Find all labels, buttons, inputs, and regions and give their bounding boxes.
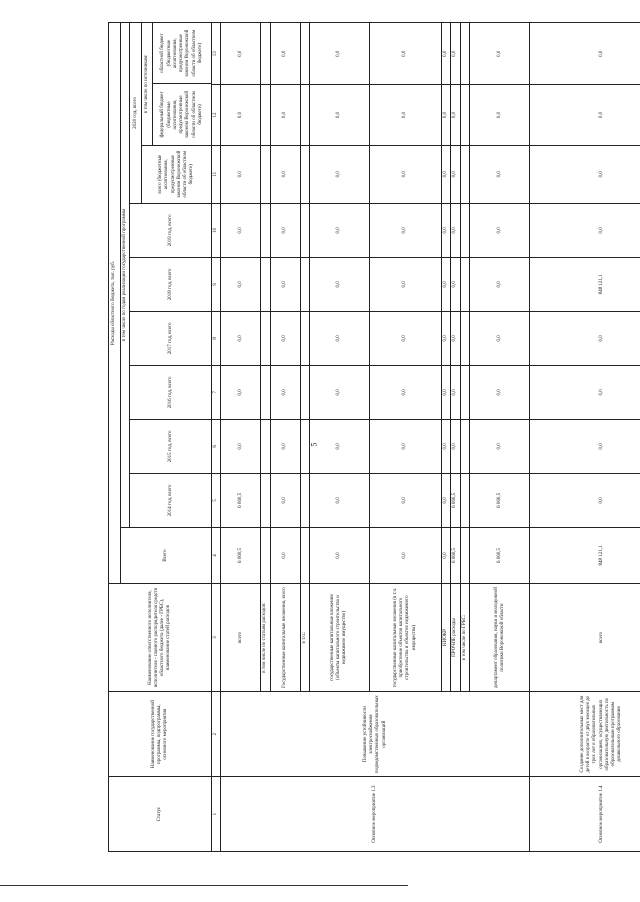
col-num-8: 8 bbox=[212, 311, 221, 365]
value-cell: 0,0 bbox=[369, 311, 441, 365]
value-cell: 0,0 bbox=[270, 85, 300, 145]
value-cell bbox=[461, 203, 470, 257]
value-cell bbox=[461, 527, 470, 583]
value-cell bbox=[300, 257, 309, 311]
col-num-12: 12 bbox=[212, 85, 221, 145]
col-num-2: 2 bbox=[212, 692, 221, 777]
header-2018: 2018 год, всего bbox=[130, 257, 212, 311]
section-2 bbox=[530, 23, 640, 852]
header-total: Всего bbox=[121, 527, 212, 583]
value-cell: 0,0 bbox=[221, 257, 261, 311]
value-cell: 0,0 bbox=[369, 23, 441, 85]
col-num-6: 6 bbox=[212, 419, 221, 473]
value-cell: 0,0 bbox=[451, 419, 461, 473]
table-row bbox=[221, 23, 261, 852]
value-cell: 6 060,5 bbox=[221, 527, 261, 583]
col-num-10: 10 bbox=[212, 203, 221, 257]
value-cell: 0,0 bbox=[309, 311, 369, 365]
value-cell: 0,0 bbox=[530, 365, 640, 419]
value-cell: 0,0 bbox=[470, 145, 530, 203]
value-cell: 0,0 bbox=[221, 203, 261, 257]
value-cell: 6 060,5 bbox=[451, 473, 461, 527]
value-cell bbox=[461, 365, 470, 419]
status-cell: Основное мероприятие 1.4 bbox=[530, 777, 640, 852]
value-cell: 0,0 bbox=[451, 23, 461, 85]
header-including-by-source: в том числе по источникам: bbox=[142, 23, 153, 145]
value-cell: 0,0 bbox=[451, 257, 461, 311]
value-cell bbox=[261, 365, 270, 419]
value-cell: 0,0 bbox=[470, 419, 530, 473]
value-cell bbox=[461, 473, 470, 527]
value-cell bbox=[261, 527, 270, 583]
header-program-name: Наименование государственной программы, подпрограммы, основного мероприятия bbox=[109, 692, 212, 777]
value-cell: 0,0 bbox=[270, 419, 300, 473]
value-cell: 848 121,1 bbox=[530, 527, 640, 583]
value-cell bbox=[261, 311, 270, 365]
col-num-9: 9 bbox=[212, 257, 221, 311]
expense-label-cell: Государственные капитальные вложения, всего bbox=[270, 584, 300, 692]
value-cell bbox=[300, 365, 309, 419]
value-cell bbox=[261, 23, 270, 85]
header-2020: 2020 год, всего bbox=[130, 23, 142, 204]
value-cell bbox=[300, 145, 309, 203]
value-cell: 0,0 bbox=[470, 203, 530, 257]
col-num-1: 1 bbox=[212, 777, 221, 852]
value-cell: 0,0 bbox=[530, 203, 640, 257]
expenses-table bbox=[108, 22, 640, 852]
header-2019: 2019 год, всего bbox=[130, 203, 212, 257]
expense-label-cell: всего bbox=[530, 584, 640, 692]
value-cell bbox=[300, 203, 309, 257]
value-cell: 0,0 bbox=[309, 85, 369, 145]
value-cell bbox=[261, 85, 270, 145]
value-cell bbox=[261, 257, 270, 311]
col-num-11: 11 bbox=[212, 145, 221, 203]
value-cell: 0,0 bbox=[369, 365, 441, 419]
value-cell: 0,0 bbox=[441, 145, 450, 203]
value-cell bbox=[300, 527, 309, 583]
value-cell: 0,0 bbox=[470, 257, 530, 311]
value-cell: 0,0 bbox=[309, 203, 369, 257]
value-cell: 0,0 bbox=[270, 23, 300, 85]
value-cell: 6 060,5 bbox=[470, 527, 530, 583]
value-cell: 0,0 bbox=[441, 473, 450, 527]
value-cell: 0,0 bbox=[451, 85, 461, 145]
header-status: Статус bbox=[109, 777, 212, 852]
value-cell bbox=[261, 203, 270, 257]
value-cell bbox=[261, 419, 270, 473]
value-cell: 6 060,5 bbox=[451, 527, 461, 583]
value-cell: 0,0 bbox=[369, 257, 441, 311]
value-cell: 6 060,5 bbox=[470, 473, 530, 527]
value-cell: 0,0 bbox=[221, 85, 261, 145]
value-cell: 848 121,1 bbox=[530, 257, 640, 311]
value-cell bbox=[300, 473, 309, 527]
value-cell: 0,0 bbox=[369, 527, 441, 583]
value-cell: 0,0 bbox=[369, 203, 441, 257]
value-cell: 0,0 bbox=[451, 365, 461, 419]
footer-line bbox=[0, 885, 408, 886]
value-cell: 0,0 bbox=[309, 365, 369, 419]
expense-label-cell: государственные капитальные вложения (объекты капитального строительства и недвижимое имущество) bbox=[309, 584, 369, 692]
value-cell: 0,0 bbox=[441, 527, 450, 583]
column-numbers-row bbox=[212, 23, 221, 852]
value-cell: 0,0 bbox=[530, 473, 640, 527]
header-2014: 2014 год, всего bbox=[130, 473, 212, 527]
header-expenses-title: Расходы областного бюджета, тыс. руб. bbox=[109, 23, 121, 584]
header-2017: 2017 год, всего bbox=[130, 311, 212, 365]
value-cell: 0,0 bbox=[530, 145, 640, 203]
value-cell bbox=[300, 419, 309, 473]
value-cell: 0,0 bbox=[221, 365, 261, 419]
expense-label-cell: всего bbox=[221, 584, 261, 692]
value-cell: 0,0 bbox=[470, 85, 530, 145]
value-cell bbox=[300, 85, 309, 145]
section-1 bbox=[221, 23, 530, 852]
expense-label-cell: департамент образования, науки и молодежной политики Воронежской области bbox=[470, 584, 530, 692]
value-cell: 0,0 bbox=[369, 145, 441, 203]
col-num-3: 3 bbox=[212, 584, 221, 692]
value-cell: 0,0 bbox=[441, 311, 450, 365]
rotated-table-container bbox=[108, 22, 638, 852]
header-2015: 2015 год, всего bbox=[130, 419, 212, 473]
value-cell: 0,0 bbox=[309, 257, 369, 311]
value-cell: 0,0 bbox=[470, 365, 530, 419]
value-cell: 0,0 bbox=[309, 23, 369, 85]
value-cell: 0,0 bbox=[270, 257, 300, 311]
value-cell bbox=[461, 257, 470, 311]
expense-label-cell: НИОКР bbox=[441, 584, 450, 692]
program-name-cell: Создание дополнительных мест для детей в возрасте от двух месяцев до трех лет в образовательных организациях, осуществляющих образовательную деятельность по образовательным программам дошкольного образования bbox=[530, 692, 640, 777]
value-cell bbox=[261, 145, 270, 203]
value-cell: 0,0 bbox=[441, 419, 450, 473]
value-cell: 0,0 bbox=[270, 365, 300, 419]
value-cell: 0,0 bbox=[441, 365, 450, 419]
col-num-4: 4 bbox=[212, 527, 221, 583]
value-cell bbox=[461, 85, 470, 145]
value-cell bbox=[261, 473, 270, 527]
header-src-all: всего (бюджетные ассигнования, предусмотренные законом Воронежской области об областном бюджете) bbox=[142, 145, 212, 203]
value-cell: 6 060,5 bbox=[221, 473, 261, 527]
value-cell: 0,0 bbox=[309, 145, 369, 203]
value-cell: 0,0 bbox=[530, 311, 640, 365]
value-cell: 0,0 bbox=[369, 85, 441, 145]
value-cell: 0,0 bbox=[530, 23, 640, 85]
value-cell: 0,0 bbox=[221, 23, 261, 85]
value-cell: 0,0 bbox=[441, 257, 450, 311]
value-cell: 0,0 bbox=[270, 145, 300, 203]
program-name-cell: Повышение устойчивости электроснабжения подведомственных образовательных организаций bbox=[221, 692, 530, 777]
value-cell: 0,0 bbox=[451, 203, 461, 257]
value-cell bbox=[461, 23, 470, 85]
expense-label-cell: в том числе по ГРБС: bbox=[461, 584, 470, 692]
value-cell: 0,0 bbox=[369, 473, 441, 527]
col-num-13: 13 bbox=[212, 23, 221, 85]
value-cell: 0,0 bbox=[470, 311, 530, 365]
value-cell bbox=[461, 311, 470, 365]
value-cell: 0,0 bbox=[221, 145, 261, 203]
expense-label-cell: государственные капитальные вложения (в т.ч. приобретение объектов капитального строительства и объектов недвижимого имущества) bbox=[369, 584, 441, 692]
value-cell: 0,0 bbox=[451, 311, 461, 365]
value-cell: 0,0 bbox=[470, 23, 530, 85]
value-cell: 0,0 bbox=[451, 145, 461, 203]
header-src-federal: федеральный бюджет (бюджетные ассигнования, предусмотренные законом Воронежской области об областном бюджете) bbox=[153, 84, 212, 145]
value-cell bbox=[461, 419, 470, 473]
table-row bbox=[530, 23, 640, 852]
value-cell bbox=[461, 145, 470, 203]
value-cell: 0,0 bbox=[309, 419, 369, 473]
expense-label-cell: в том числе по статьям расходов: bbox=[261, 584, 270, 692]
col-num-7: 7 bbox=[212, 365, 221, 419]
value-cell: 0,0 bbox=[270, 311, 300, 365]
col-num-5: 5 bbox=[212, 473, 221, 527]
header-by-years: в том числе по годам реализации государственной программы bbox=[121, 23, 130, 528]
expense-label-cell: в т.ч.: bbox=[300, 584, 309, 692]
value-cell: 0,0 bbox=[270, 527, 300, 583]
value-cell: 0,0 bbox=[270, 473, 300, 527]
status-cell: Основное мероприятие 1.3 bbox=[221, 777, 530, 852]
value-cell: 0,0 bbox=[530, 85, 640, 145]
value-cell: 0,0 bbox=[530, 419, 640, 473]
value-cell: 0,0 bbox=[441, 23, 450, 85]
header-2016: 2016 год, всего bbox=[130, 365, 212, 419]
value-cell bbox=[300, 23, 309, 85]
header-executor: Наименование ответственного исполнителя, исполнителя - главного распорядителя средств областного бюджета (далее - ГРБС), наименование статей расходов bbox=[109, 584, 212, 692]
value-cell: 0,0 bbox=[309, 473, 369, 527]
value-cell: 0,0 bbox=[221, 311, 261, 365]
value-cell bbox=[300, 311, 309, 365]
value-cell: 0,0 bbox=[309, 527, 369, 583]
value-cell: 0,0 bbox=[441, 85, 450, 145]
expense-label-cell: ПРОЧИЕ расходы bbox=[451, 584, 461, 692]
page-number: 5 bbox=[309, 442, 319, 447]
value-cell: 0,0 bbox=[441, 203, 450, 257]
value-cell: 0,0 bbox=[369, 419, 441, 473]
value-cell: 0,0 bbox=[221, 419, 261, 473]
header-src-regional: областной бюджет (бюджетные ассигнования, предусмотренные законом Воронежской области об областном бюджете) bbox=[160, 29, 203, 77]
value-cell: 0,0 bbox=[270, 203, 300, 257]
